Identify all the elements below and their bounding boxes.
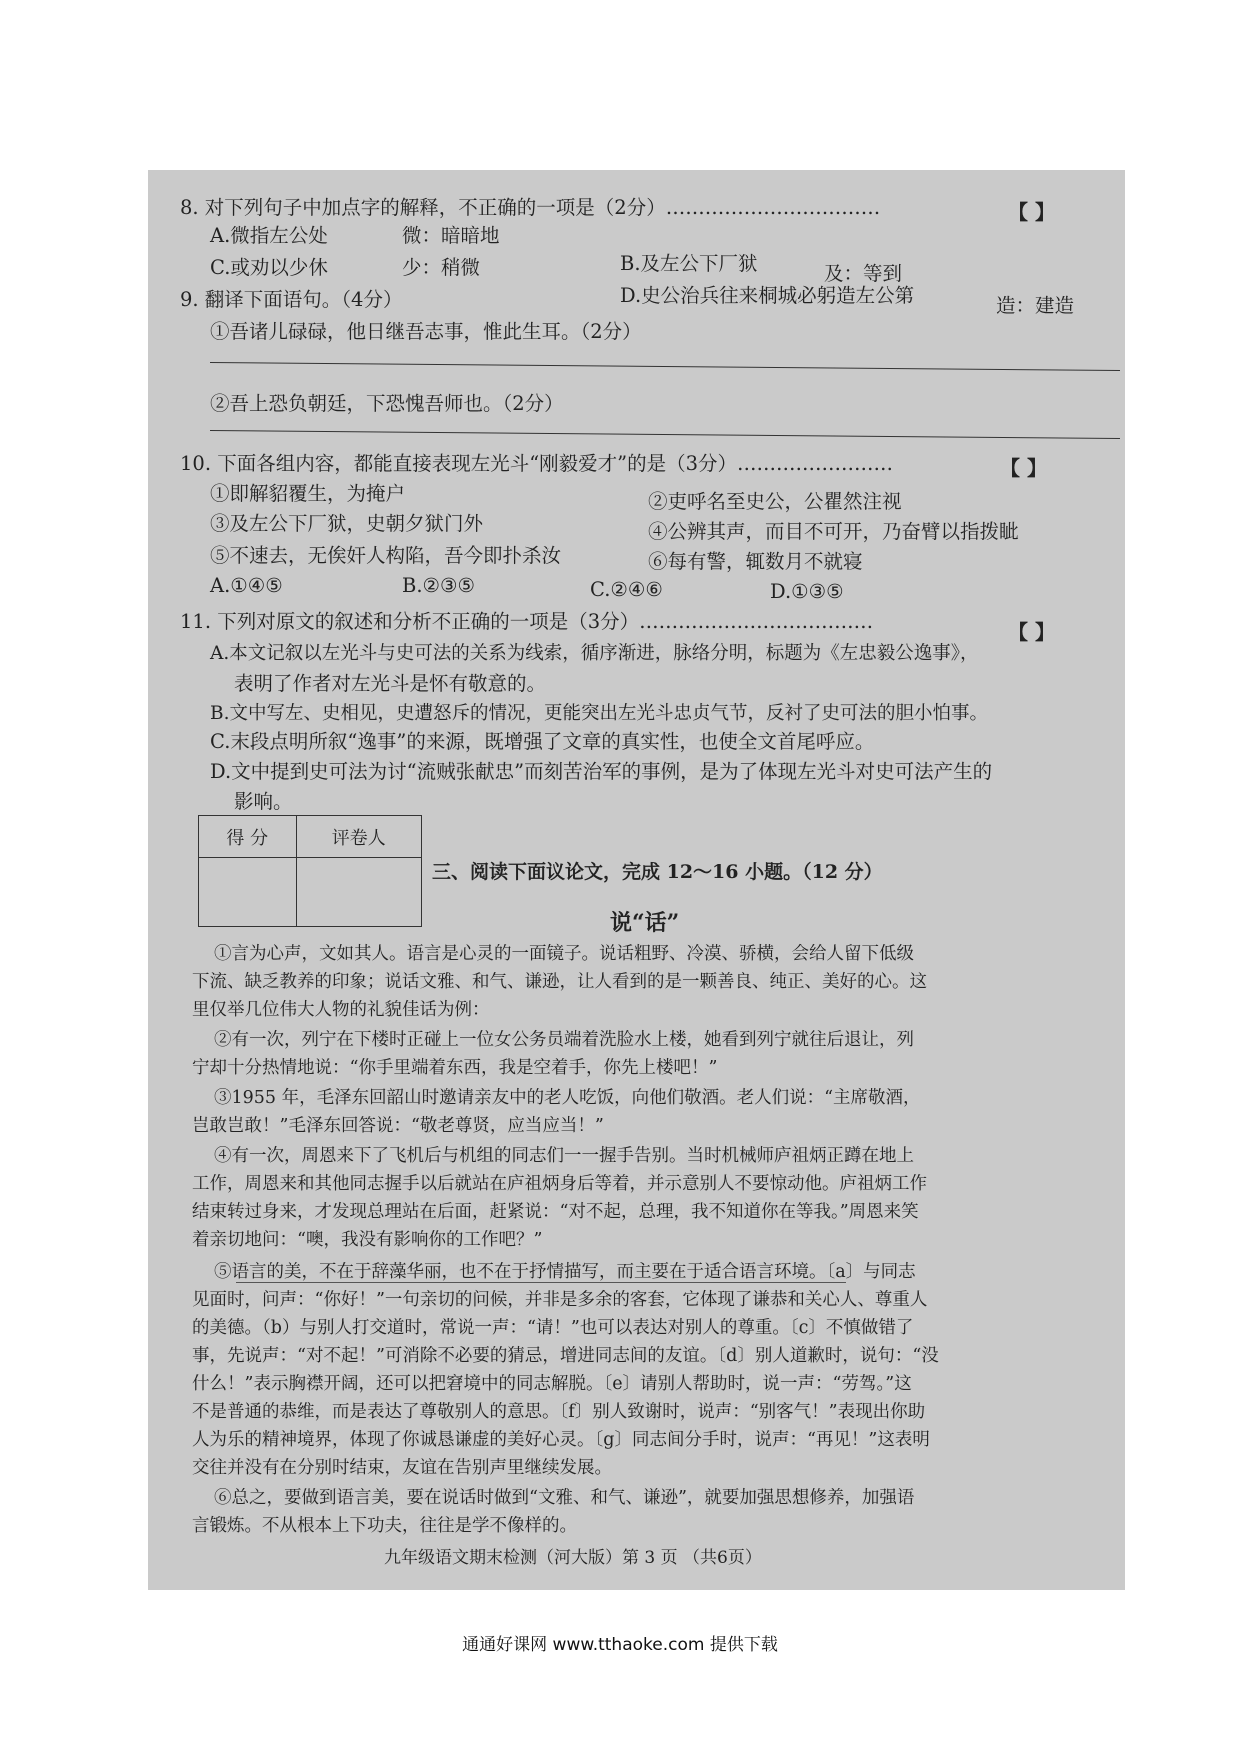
q8-option-d-gloss: 造：建造 — [996, 294, 1075, 317]
q9-answer-line-2 — [210, 430, 1120, 439]
essay-p3-line-2: 岂敢岂敢！”毛泽东回答说：“敬老尊贤，应当应当！” — [192, 1116, 604, 1136]
grader-cell[interactable] — [296, 858, 422, 927]
essay-p5-line-7: 人为乐的精神境界，体现了你诚恳谦虚的美好心灵。〔g〕同志间分手时，说声：“再见！”这表明 — [192, 1430, 930, 1450]
essay-p5-line-2: 见面时，问声：“你好！”一句亲切的问候，并非是多余的客套，它体现了谦恭和关心人、尊重人 — [192, 1290, 928, 1310]
q8-option-c-gloss: 少：稍微 — [402, 256, 481, 279]
essay-p2-line-1: ②有一次，列宁在下楼时正碰上一位女公务员端着洗脸水上楼，她看到列宁就往后退让，列 — [214, 1030, 914, 1050]
q10-answer-bracket: 【 】 — [1000, 456, 1047, 480]
q11-option-a-line-2: 表明了作者对左光斗是怀有敬意的。 — [234, 672, 547, 695]
essay-p4-line-4: 着亲切地问：“噢，我没有影响你的工作吧？” — [192, 1230, 543, 1250]
q8-answer-bracket: 【 】 — [1008, 200, 1055, 224]
essay-p1-line-3: 里仅举几位伟大人物的礼貌佳话为例： — [192, 1000, 490, 1020]
q11-option-d-line-1: D.文中提到史可法为讨“流贼张献忠”而刻苦治军的事例，是为了体现左光斗对史可法产生的 — [210, 760, 993, 783]
q8-option-a: A.微指左公处 — [210, 224, 328, 247]
essay-p6-line-2: 言锻炼。不从根本上下功夫，往往是学不像样的。 — [192, 1516, 577, 1536]
essay-p5-underline — [236, 1282, 846, 1283]
q10-choice-d: D.①③⑤ — [770, 580, 844, 603]
exam-paper-scan — [148, 170, 1125, 1590]
q11-option-b: B.文中写左、史相见，史遭怒斥的情况，更能突出左光斗忠贞气节，反衬了史可法的胆小怕事。 — [210, 703, 988, 724]
q10-item-6: ⑥每有警，辄数月不就寝 — [648, 550, 863, 573]
essay-p5-line-5: 什么！”表示胸襟开阔，还可以把窘境中的同志解脱。〔e〕请别人帮助时，说一声：“劳驾。”这 — [192, 1374, 912, 1394]
grader-header: 评卷人 — [296, 816, 422, 858]
q8-option-b-gloss: 及：等到 — [824, 262, 903, 285]
page-footer: 九年级语文期末检测（河大版）第 3 页 （共6页） — [384, 1548, 762, 1568]
q11-option-d-line-2: 影响。 — [234, 790, 293, 813]
q11-stem: 11. 下列对原文的叙述和分析不正确的一项是（3分）……………………………… — [180, 610, 874, 633]
q10-item-2: ②吏呼名至史公，公瞿然注视 — [648, 490, 902, 513]
q8-option-a-gloss: 微：暗暗地 — [402, 224, 500, 247]
essay-p5-line-6: 不是普通的恭维，而是表达了尊敬别人的意思。〔f〕别人致谢时，说声：“别客气！”表现出你助 — [192, 1402, 926, 1422]
q8-option-d: D.史公治兵往来桐城必躬造左公第 — [620, 284, 915, 307]
score-cell[interactable] — [199, 858, 297, 927]
essay-p4-line-3: 结束转过身来，才发现总理站在后面，赶紧说：“对不起，总理，我不知道你在等我。”周恩来笑 — [192, 1202, 919, 1222]
download-note: 通通好课网 www.tthaoke.com 提供下载 — [462, 1635, 778, 1655]
essay-p5-line-3: 的美德。（b）与别人打交道时，常说一声：“请！”也可以表达对别人的尊重。〔c〕不慎做错了 — [192, 1318, 914, 1338]
q10-item-3: ③及左公下厂狱，史朝夕狱门外 — [210, 512, 484, 535]
q9-sentence-1: ①吾诸儿碌碌，他日继吾志事，惟此生耳。（2分） — [210, 320, 642, 343]
essay-p3-line-1: ③1955 年，毛泽东回韶山时邀请亲友中的老人吃饭，向他们敬酒。老人们说：“主席敬酒， — [214, 1088, 921, 1108]
essay-p5-line-8: 交往并没有在分别时结束，友谊在告别声里继续发展。 — [192, 1458, 612, 1478]
q9-answer-line-1 — [210, 362, 1120, 371]
essay-p5-line-4: 事，先说声：“对不起！”可消除不必要的猜忌，增进同志间的友谊。〔d〕别人道歉时，说句：“没 — [192, 1346, 939, 1366]
essay-p1-line-1: ①言为心声，文如其人。语言是心灵的一面镜子。说话粗野、冷漠、骄横，会给人留下低级 — [214, 944, 914, 964]
q11-option-c: C.末段点明所叙“逸事”的来源，既增强了文章的真实性，也使全文首尾呼应。 — [210, 730, 875, 753]
q11-option-a-line-1: A.本文记叙以左光斗与史可法的关系为线索，循序渐进，脉络分明，标题为《左忠毅公逸事》， — [210, 643, 979, 664]
q10-choice-b: B.②③⑤ — [402, 574, 475, 597]
score-table — [198, 815, 422, 927]
q8-option-c: C.或劝以少休 — [210, 256, 328, 279]
essay-p1-line-2: 下流、缺乏教养的印象；说话文雅、和气、谦逊，让人看到的是一颗善良、纯正、美好的心。这 — [192, 972, 927, 992]
essay-p4-line-2: 工作，周恩来和其他同志握手以后就站在庐祖炳身后等着，并示意别人不要惊动他。庐祖炳工作 — [192, 1174, 927, 1194]
q9-sentence-2: ②吾上恐负朝廷，下恐愧吾师也。（2分） — [210, 392, 564, 415]
essay-title: 说“话” — [610, 910, 680, 936]
q10-item-4: ④公辨其声，而目不可开，乃奋臂以指拨眦 — [648, 520, 1019, 543]
q10-item-5: ⑤不速去，无俟奸人构陷，吾今即扑杀汝 — [210, 544, 562, 567]
score-header: 得 分 — [199, 816, 297, 858]
q8-stem: 8. 对下列句子中加点字的解释，不正确的一项是（2分）…………………………… — [180, 196, 881, 219]
q10-stem: 10. 下面各组内容，都能直接表现左光斗“刚毅爱才”的是（3分）…………………… — [180, 452, 894, 475]
q8-option-b: B.及左公下厂狱 — [620, 252, 758, 275]
q9-stem: 9. 翻译下面语句。（4分） — [180, 288, 403, 311]
q11-answer-bracket: 【 】 — [1008, 620, 1055, 644]
essay-p6-line-1: ⑥总之，要做到语言美，要在说话时做到“文雅、和气、谦逊”，就要加强思想修养，加强语 — [214, 1488, 915, 1508]
q10-item-1: ①即解貂覆生，为掩户 — [210, 482, 406, 505]
essay-p2-line-2: 宁却十分热情地说：“你手里端着东西，我是空着手，你先上楼吧！” — [192, 1058, 718, 1078]
q10-choice-a: A.①④⑤ — [210, 574, 283, 597]
essay-p5-line-1: ⑤语言的美，不在于辞藻华丽，也不在于抒情描写，而主要在于适合语言环境。〔a〕与同志 — [214, 1262, 916, 1282]
q10-choice-c: C.②④⑥ — [590, 578, 663, 601]
section-3-heading: 三、阅读下面议论文，完成 12～16 小题。（12 分） — [432, 861, 883, 883]
essay-p4-line-1: ④有一次，周恩来下了飞机后与机组的同志们一一握手告别。当时机械师庐祖炳正蹲在地上 — [214, 1146, 914, 1166]
